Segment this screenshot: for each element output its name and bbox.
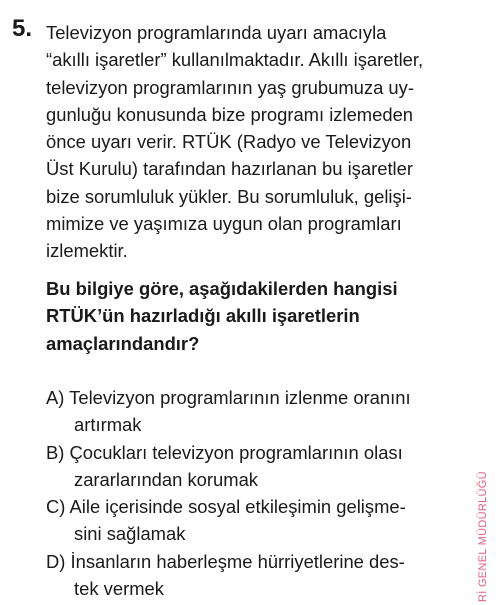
option-b-line1: B) Çocukları televizyon programlarının olası bbox=[46, 441, 403, 463]
option-a-line2: artırmak bbox=[74, 414, 142, 436]
stem-line: televizyon programlarının yaş grubumuza uy- bbox=[46, 76, 414, 98]
option-d[interactable] bbox=[46, 548, 411, 603]
option-b[interactable] bbox=[46, 439, 411, 494]
question-line: Bu bilgiye göre, aşağıdakilerden hangisi bbox=[46, 278, 398, 299]
question-stem bbox=[46, 19, 476, 265]
stem-line: Üst Kurulu) tarafından hazırlanan bu işaretler bbox=[46, 158, 413, 180]
stem-line: önce uyarı verir. RTÜK (Radyo ve Televizyon bbox=[46, 131, 412, 153]
stem-line: gunluğu konusunda bize programı izlemeden bbox=[46, 103, 414, 125]
option-c[interactable] bbox=[46, 493, 411, 548]
answer-options bbox=[46, 384, 411, 602]
option-b-line2: zararlarından korumak bbox=[74, 468, 258, 490]
option-d-line1: D) İnsanların haberleşme hürriyetlerine des- bbox=[46, 550, 405, 572]
option-a[interactable] bbox=[46, 384, 411, 439]
stem-line: “akıllı işaretler” kullanılmaktadır. Akıllı işaretler, bbox=[46, 49, 424, 71]
option-c-line1: C) Aile içerisinde sosyal etkileşimin gelişme- bbox=[46, 496, 406, 518]
stem-line: bize sorumluluk yükler. Bu sorumluluk, gelişi- bbox=[46, 185, 412, 207]
question-line: RTÜK’ün hazırladığı akıllı işaretlerin bbox=[46, 305, 360, 327]
option-d-line2: tek vermek bbox=[74, 578, 164, 600]
side-vertical-text: Rİ GENEL MÜDÜRLÜĞÜ bbox=[477, 471, 489, 602]
stem-line: Televizyon programlarında uyarı amacıyla bbox=[46, 22, 387, 43]
option-c-line2: sini sağlamak bbox=[74, 523, 186, 545]
stem-line: mimize ve yaşımıza uygun olan programları bbox=[46, 213, 402, 235]
stem-line: izlemektir. bbox=[46, 240, 128, 262]
question-prompt bbox=[46, 275, 398, 357]
option-a-line1: A) Televizyon programlarının izlenme oranını bbox=[46, 387, 411, 408]
question-number: 5. bbox=[12, 15, 33, 42]
question-line: amaçlarındandır? bbox=[46, 332, 200, 354]
